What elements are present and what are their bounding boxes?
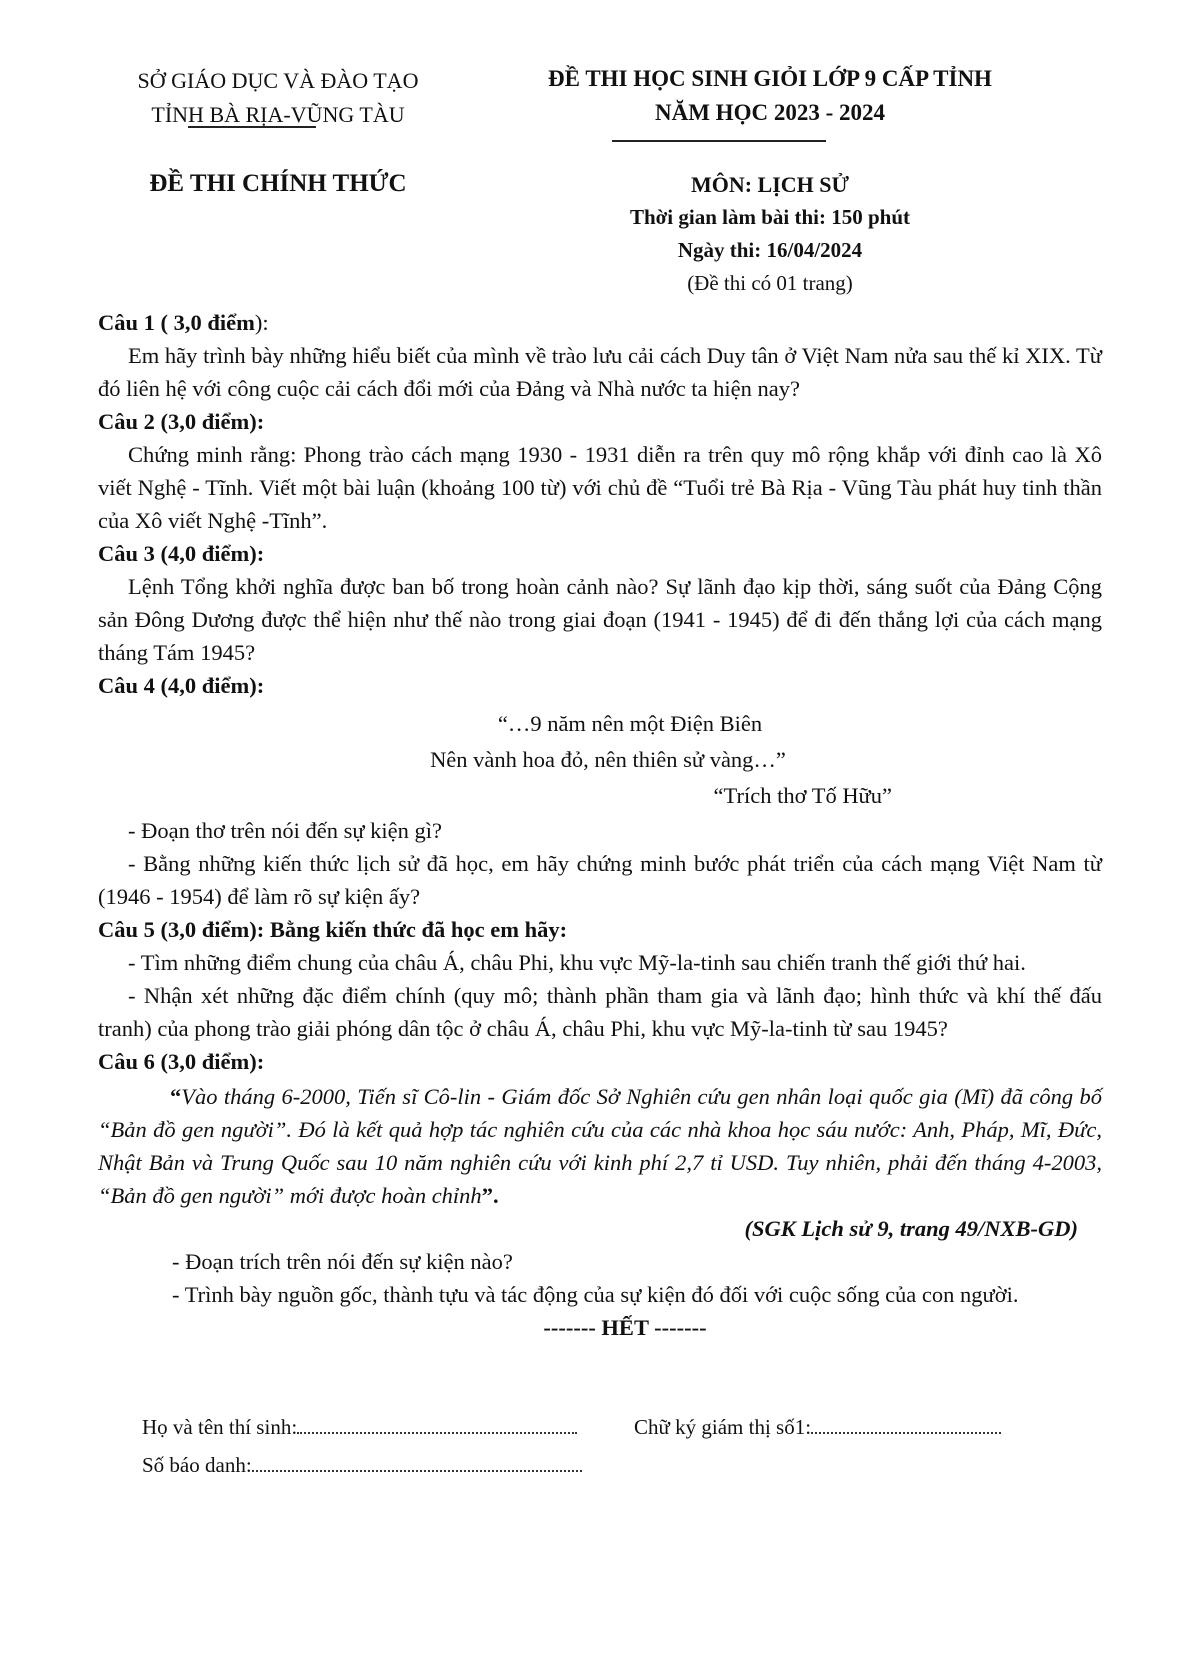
question-6-item-1: - Đoạn trích trên nói đến sự kiện nào? [172,1249,513,1274]
question-6-label: Câu 6 (3,0 điểm): [98,1049,265,1074]
exam-header [500,62,1040,130]
question-1-text: Em hãy trình bày những hiểu biết của mình về trào lưu cải cách Duy tân ở Việt Nam nửa sau thế kỉ XIX. Từ đó liên hệ với công cuộc cải cách đổi mới của Đảng và Nhà nước ta hiện nay? [98,343,1102,401]
duration: Thời gian làm bài thi: 150 phút [629,205,911,229]
question-5-label: Câu 5 (3,0 điểm): Bằng kiến thức đã học em hãy: [98,917,568,942]
invigilator-signature-row [634,1414,1001,1440]
poem-line-2: Nên vành hoa đỏ, nên thiên sử vàng…” [430,747,786,772]
left-header-rule [188,126,316,128]
invigilator-signature-label: Chữ ký giám thị số1: [634,1415,812,1439]
official-exam-label: ĐỀ THI CHÍNH THỨC [149,170,407,197]
poem-source: “Trích thơ Tố Hữu” [713,783,892,808]
exam-date: Ngày thi: 16/04/2024 [677,238,863,262]
question-6-item-2: - Trình bày nguồn gốc, thành tựu và tác động của sự kiện đó đối với cuộc sống của con người. [172,1282,1019,1307]
candidate-name-blank [297,1414,577,1434]
question-2-text: Chứng minh rằng: Phong trào cách mạng 1930 - 1931 diễn ra trên quy mô rộng khắp với đỉnh cao là Xô viết Nghệ - Tĩnh. Viết một bài luận (khoảng 100 từ) với chủ đề “Tuổi trẻ Bà Rịa - Vũng Tàu phát huy tinh thần của Xô viết Nghệ -Tĩnh”. [98,442,1102,533]
question-3-label: Câu 3 (4,0 điểm): [98,541,265,566]
invigilator-signature-blank [811,1414,1001,1434]
candidate-id-row [142,1452,582,1478]
question-3-text: Lệnh Tổng khởi nghĩa được ban bố trong hoàn cảnh nào? Sự lãnh đạo kịp thời, sáng suốt của Đảng Cộng sản Đông Dương được thể hiện như thế nào trong giai đoạn (1941 - 1945) để đi đến thắng lợi của cách mạng tháng Tám 1945? [98,574,1102,665]
school-year: NĂM HỌC 2023 - 2024 [655,100,885,125]
page-count: (Đề thi có 01 trang) [687,271,853,295]
question-5-item-1: - Tìm những điểm chung của châu Á, châu Phi, khu vực Mỹ-la-tinh sau chiến tranh thế giới thứ hai. [128,950,1026,975]
question-4-item-2: - Bằng những kiến thức lịch sử đã học, em hãy chứng minh bước phát triển của cách mạng Việt Nam từ (1946 - 1954) để làm rõ sự kiện ấy? [98,851,1102,909]
question-6-source: (SGK Lịch sử 9, trang 49/NXB-GD) [744,1216,1078,1241]
question-4-label: Câu 4 (4,0 điểm): [98,673,265,698]
province-name: TỈNH BÀ RỊA-VŨNG TÀU [151,102,405,127]
candidate-id-blank [252,1452,582,1472]
exam-title: ĐỀ THI HỌC SINH GIỎI LỚP 9 CẤP TỈNH [548,66,992,91]
question-2-label: Câu 2 (3,0 điểm): [98,409,265,434]
question-1-label: Câu 1 ( 3,0 điểm): [98,310,269,335]
candidate-name-label: Họ và tên thí sinh: [142,1415,298,1439]
candidate-id-label: Số báo danh: [142,1453,252,1477]
poem-line-1: “…9 năm nên một Điện Biên [497,711,763,736]
subject: MÔN: LỊCH SỬ [690,172,850,197]
exam-questions [98,306,1102,1344]
exam-meta [560,168,980,300]
question-4-item-1: - Đoạn thơ trên nói đến sự kiện gì? [128,818,443,843]
question-5-item-2: - Nhận xét những đặc điểm chính (quy mô; thành phần tham gia và lãnh đạo; hình thức và khí thế đấu tranh) của phong trào giải phóng dân tộc ở châu Á, châu Phi, khu vực Mỹ-la-tinh từ sau 1945? [98,983,1102,1041]
candidate-name-row [142,1414,577,1440]
end-marker: ------- HẾT ------- [543,1315,707,1340]
question-6-quote: “Vào tháng 6-2000, Tiến sĩ Cô-lin - Giám đốc Sở Nghiên cứu gen nhân loại quốc gia (Mĩ) đã công bố “Bản đồ gen người”. Đó là kết quả hợp tác nghiên cứu của các nhà khoa học sáu nước: Anh, Pháp, Mĩ, Đức, Nhật Bản và Trung Quốc sau 10 năm nghiên cứu với kinh phí 2,7 tỉ USD. Tuy nhiên, phải đến tháng 4-2003, “Bản đồ gen người” mới được hoàn chỉnh”. [98,1084,1102,1208]
department-name: SỞ GIÁO DỤC VÀ ĐÀO TẠO [137,68,419,93]
right-header-rule [612,140,826,142]
department-header [98,64,458,132]
